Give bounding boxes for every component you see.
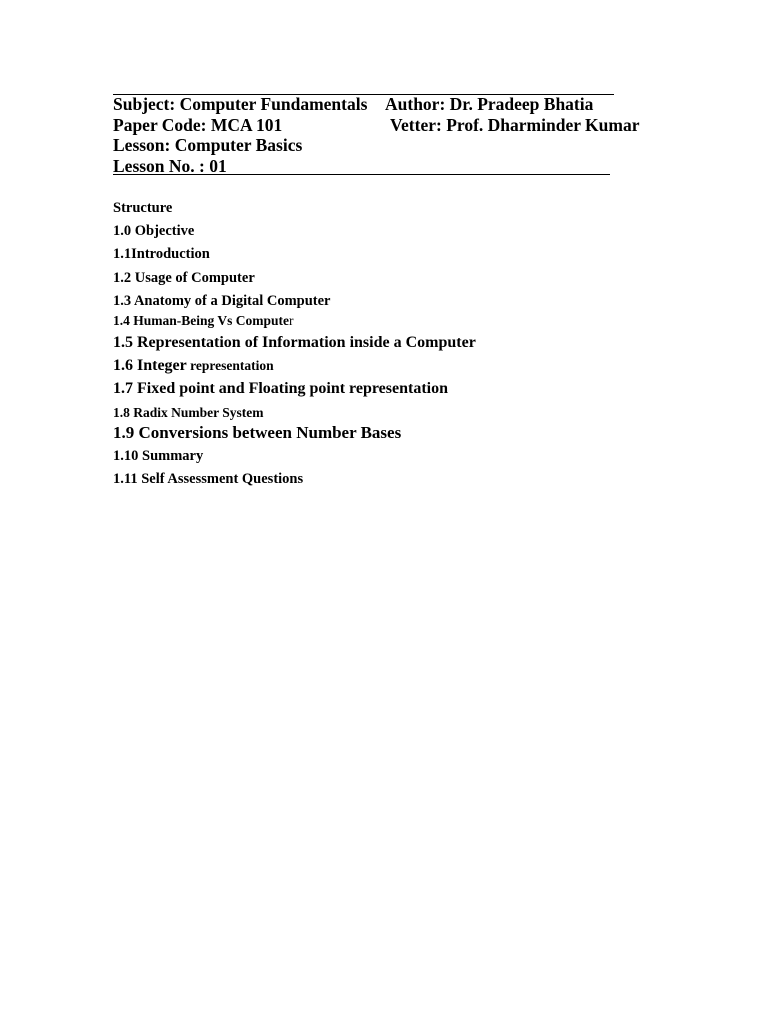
toc-item-1-5: 1.5 Representation of Information inside a Computer — [113, 334, 476, 351]
header-bottom-rule — [113, 174, 610, 175]
structure-heading: Structure — [113, 200, 173, 216]
toc-item-1-1: 1.1Introduction — [113, 246, 210, 262]
toc-item-1-8: 1.8 Radix Number System — [113, 405, 264, 420]
toc-item-1-2: 1.2 Usage of Computer — [113, 270, 255, 286]
toc-item-1-6-tail: representation — [186, 358, 274, 373]
toc-item-1-6 — [113, 358, 274, 374]
lesson-title-label: Lesson: Computer Basics — [113, 135, 303, 155]
toc-item-1-10: 1.10 Summary — [113, 448, 204, 464]
vetter-label: Vetter: Prof. Dharminder Kumar — [390, 115, 640, 135]
paper-code-label: Paper Code: MCA 101 — [113, 115, 283, 135]
author-label: Author: Dr. Pradeep Bhatia — [385, 94, 594, 114]
toc-item-1-9: 1.9 Conversions between Number Bases — [113, 423, 402, 442]
toc-item-1-11: 1.11 Self Assessment Questions — [113, 471, 304, 487]
toc-item-1-3: 1.3 Anatomy of a Digital Computer — [113, 293, 331, 309]
toc-item-1-0: 1.0 Objective — [113, 223, 195, 239]
toc-item-1-4-tail: r — [289, 313, 294, 328]
toc-item-1-4-text: 1.4 Human-Being Vs Compute — [113, 313, 290, 328]
subject-label: Subject: Computer Fundamentals — [113, 94, 368, 114]
toc-item-1-6-text: 1.6 Integer — [113, 357, 187, 374]
lesson-number-label: Lesson No. : 01 — [113, 156, 227, 176]
toc-item-1-4 — [113, 314, 294, 328]
toc-item-1-7: 1.7 Fixed point and Floating point representation — [113, 380, 448, 397]
